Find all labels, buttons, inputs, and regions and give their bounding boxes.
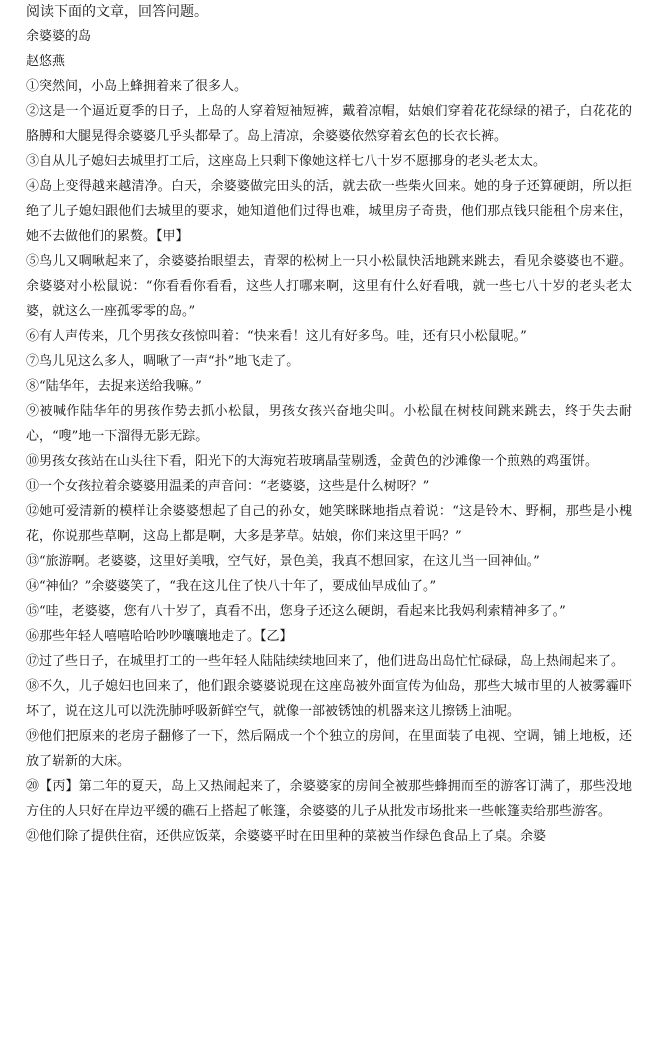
paragraph-10: ⑩男孩女孩站在山头往下看，阳光下的大海宛若玻璃晶莹剔透，金黄色的沙滩像一个煎熟的鸡蛋饼。 [26, 454, 599, 469]
paragraph-17: ⑰过了些日子，在城里打工的一些年轻人陆陆续续地回来了，他们进岛出岛忙忙碌碌，岛上热闹起来了。 [26, 654, 625, 669]
paragraph-3: ③自从儿子媳妇去城里打工后，这座岛上只剩下像她这样七八十岁不愿挪身的老头老太太。 [26, 154, 547, 169]
paragraph-16: ⑯那些年轻人嘻嘻哈哈吵吵嚷嚷地走了。【乙】 [26, 629, 293, 644]
article-author: 赵悠燕 [26, 54, 66, 69]
paragraph-6: ⑥有人声传来，几个男孩女孩惊叫着：“快来看！这儿有好多鸟。哇，还有只小松鼠呢。” [26, 329, 527, 344]
paragraph-12: ⑫她可爱清新的模样让余婆婆想起了自己的孙女，她笑眯眯地指点着说：“这是铃木、野桐，那些是小槐花，你说那些草啊，这岛上都是啊，大多是茅草。姑娘，你们来这里干吗？” [26, 504, 632, 544]
paragraph-15: ⑮“哇，老婆婆，您有八十岁了，真看不出，您身子还这么硬朗，看起来比我妈利索精神多了。” [26, 604, 566, 619]
paragraph-13: ⑬“旅游啊。老婆婆，这里好美哦，空气好，景色美，我真不想回家，在这儿当一回神仙。” [26, 554, 540, 569]
paragraph-1: ①突然间，小岛上蜂拥着来了很多人。 [26, 79, 248, 94]
paragraph-9: ⑨被喊作陆华年的男孩作势去抓小松鼠，男孩女孩兴奋地尖叫。小松鼠在树枝间跳来跳去，终于失去耐心，“嗖”地一下溜得无影无踪。 [26, 404, 632, 444]
paragraph-20: ⑳【丙】第二年的夏天，岛上又热闹起来了，余婆婆家的房间全被那些蜂拥而至的游客订满了，那些没地方住的人只好在岸边平缓的礁石上搭起了帐篷，余婆婆的儿子从批发市场批来一些帐篷卖给那些游客。 [26, 779, 632, 819]
paragraph-21: ㉑他们除了提供住宿，还供应饭菜，余婆婆平时在田里种的菜被当作绿色食品上了桌。余婆 [26, 829, 547, 844]
paragraph-18: ⑱不久，儿子媳妇也回来了，他们跟余婆婆说现在这座岛被外面宣传为仙岛，那些大城市里的人被雾霾吓坏了，说在这儿可以洗洗肺呼吸新鲜空气，就像一部被锈蚀的机器来这儿擦锈上油呢。 [26, 679, 632, 719]
paragraph-11: ⑪一个女孩拉着余婆婆用温柔的声音问：“老婆婆，这些是什么树呀？” [26, 479, 430, 494]
article-body [26, 24, 632, 849]
paragraph-14: ⑭“神仙？”余婆婆笑了，“我在这儿住了快八十年了，要成仙早成仙了。” [26, 579, 437, 594]
reading-instruction: 阅读下面的文章，回答问题。 [26, 4, 208, 20]
article-title: 余婆婆的岛 [26, 29, 92, 44]
paragraph-19: ⑲他们把原来的老房子翻修了一下，然后隔成一个个独立的房间，在里面装了电视、空调，铺上地板，还放了崭新的大床。 [26, 729, 632, 769]
paragraph-2: ②这是一个逼近夏季的日子，上岛的人穿着短袖短裤，戴着凉帽，姑娘们穿着花花绿绿的裙子，白花花的胳膊和大腿晃得余婆婆几乎头都晕了。岛上清凉，余婆婆依然穿着玄色的长衣长裤。 [26, 104, 632, 144]
paragraph-5: ⑤鸟儿又啁啾起来了，余婆婆抬眼望去，青翠的松树上一只小松鼠快活地跳来跳去，看见余婆婆也不避。余婆婆对小松鼠说：“你看看你看看，这些人打哪来啊，这里有什么好看哦，就一些七八十岁的老头老太婆，就这么一座孤零零的岛。” [26, 254, 632, 319]
paragraph-7: ⑦鸟儿见这么多人，啁啾了一声“扑”地飞走了。 [26, 354, 300, 369]
paragraph-4: ④岛上变得越来越清净。白天，余婆婆做完田头的活，就去砍一些柴火回来。她的身子还算硬朗，所以拒绝了儿子媳妇跟他们去城里的要求，她知道他们过得也难，城里房子奇贵，他们那点钱只能租个房来住，她不去做他们的累赘。【甲】 [26, 179, 632, 244]
paragraph-8: ⑧“陆华年，去捉来送给我嘛。” [26, 379, 202, 394]
